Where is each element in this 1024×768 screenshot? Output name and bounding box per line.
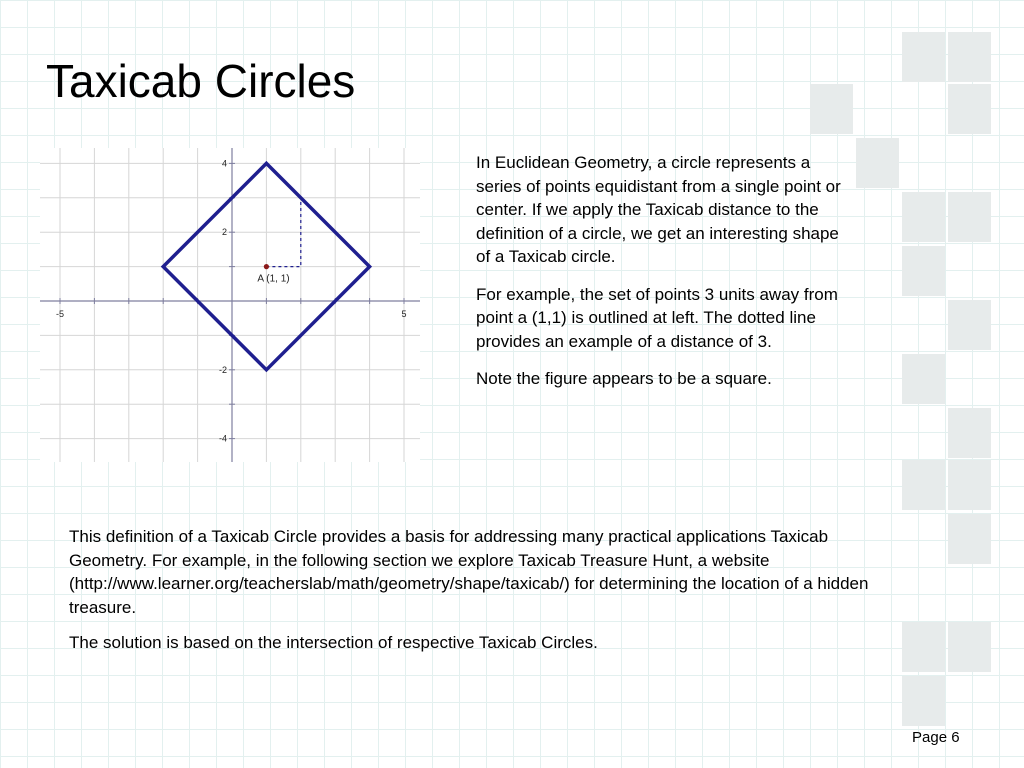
grid-lines (40, 148, 420, 462)
center-point (264, 264, 269, 269)
background-square (902, 676, 945, 726)
background-square (948, 408, 991, 458)
side-paragraph: Note the figure appears to be a square. (476, 369, 772, 388)
taxicab-circle-graph (40, 148, 420, 462)
axes (40, 148, 420, 462)
background-square (948, 84, 991, 134)
background-square (948, 514, 991, 564)
side-paragraph: For example, the set of points 3 units away from point a (1,1) is outlined at left. The dotted line provides an example of a distance of 3. (476, 284, 838, 351)
page-number: Page 6 (912, 729, 960, 746)
y-tick-label: -2 (218, 364, 227, 375)
background-square (948, 192, 991, 242)
y-tick-label: 2 (221, 227, 227, 238)
bottom-paragraph: The solution is based on the intersection of respective Taxicab Circles. (69, 633, 598, 652)
background-square (856, 138, 899, 188)
background-square (902, 246, 945, 296)
side-text-block (476, 151, 856, 405)
background-square (948, 300, 991, 350)
background-square (902, 354, 945, 404)
y-tick-label: -4 (218, 433, 227, 444)
background-square (902, 192, 945, 242)
center-point-label: A (1, 1) (257, 273, 290, 285)
slide-title: Taxicab Circles (46, 55, 356, 107)
graph-svg (40, 148, 420, 462)
background-square (902, 32, 945, 82)
side-paragraph: In Euclidean Geometry, a circle represents a series of points equidistant from a single point or center. If we apply the Taxicab distance to the definition of a circle, we get an interesting shape of a Taxicab circle. (476, 153, 841, 266)
background-square (948, 460, 991, 510)
x-tick-label: 5 (401, 309, 407, 319)
background-square (948, 622, 991, 672)
background-square (948, 32, 991, 82)
bottom-paragraph: This definition of a Taxicab Circle provides a basis for addressing many practical applications Taxicab Geometry. For example, in the following section we explore Taxicab Treasure Hunt, a website (http://www.learner.org/teacherslab/math/geometry/shape/taxicab/) for determining the location of a hidden treasure. (69, 527, 869, 617)
background-square (810, 84, 853, 134)
bottom-text-block (69, 525, 909, 667)
y-tick-label: 4 (221, 158, 227, 169)
background-square (902, 460, 945, 510)
x-tick-label: -5 (55, 309, 65, 319)
